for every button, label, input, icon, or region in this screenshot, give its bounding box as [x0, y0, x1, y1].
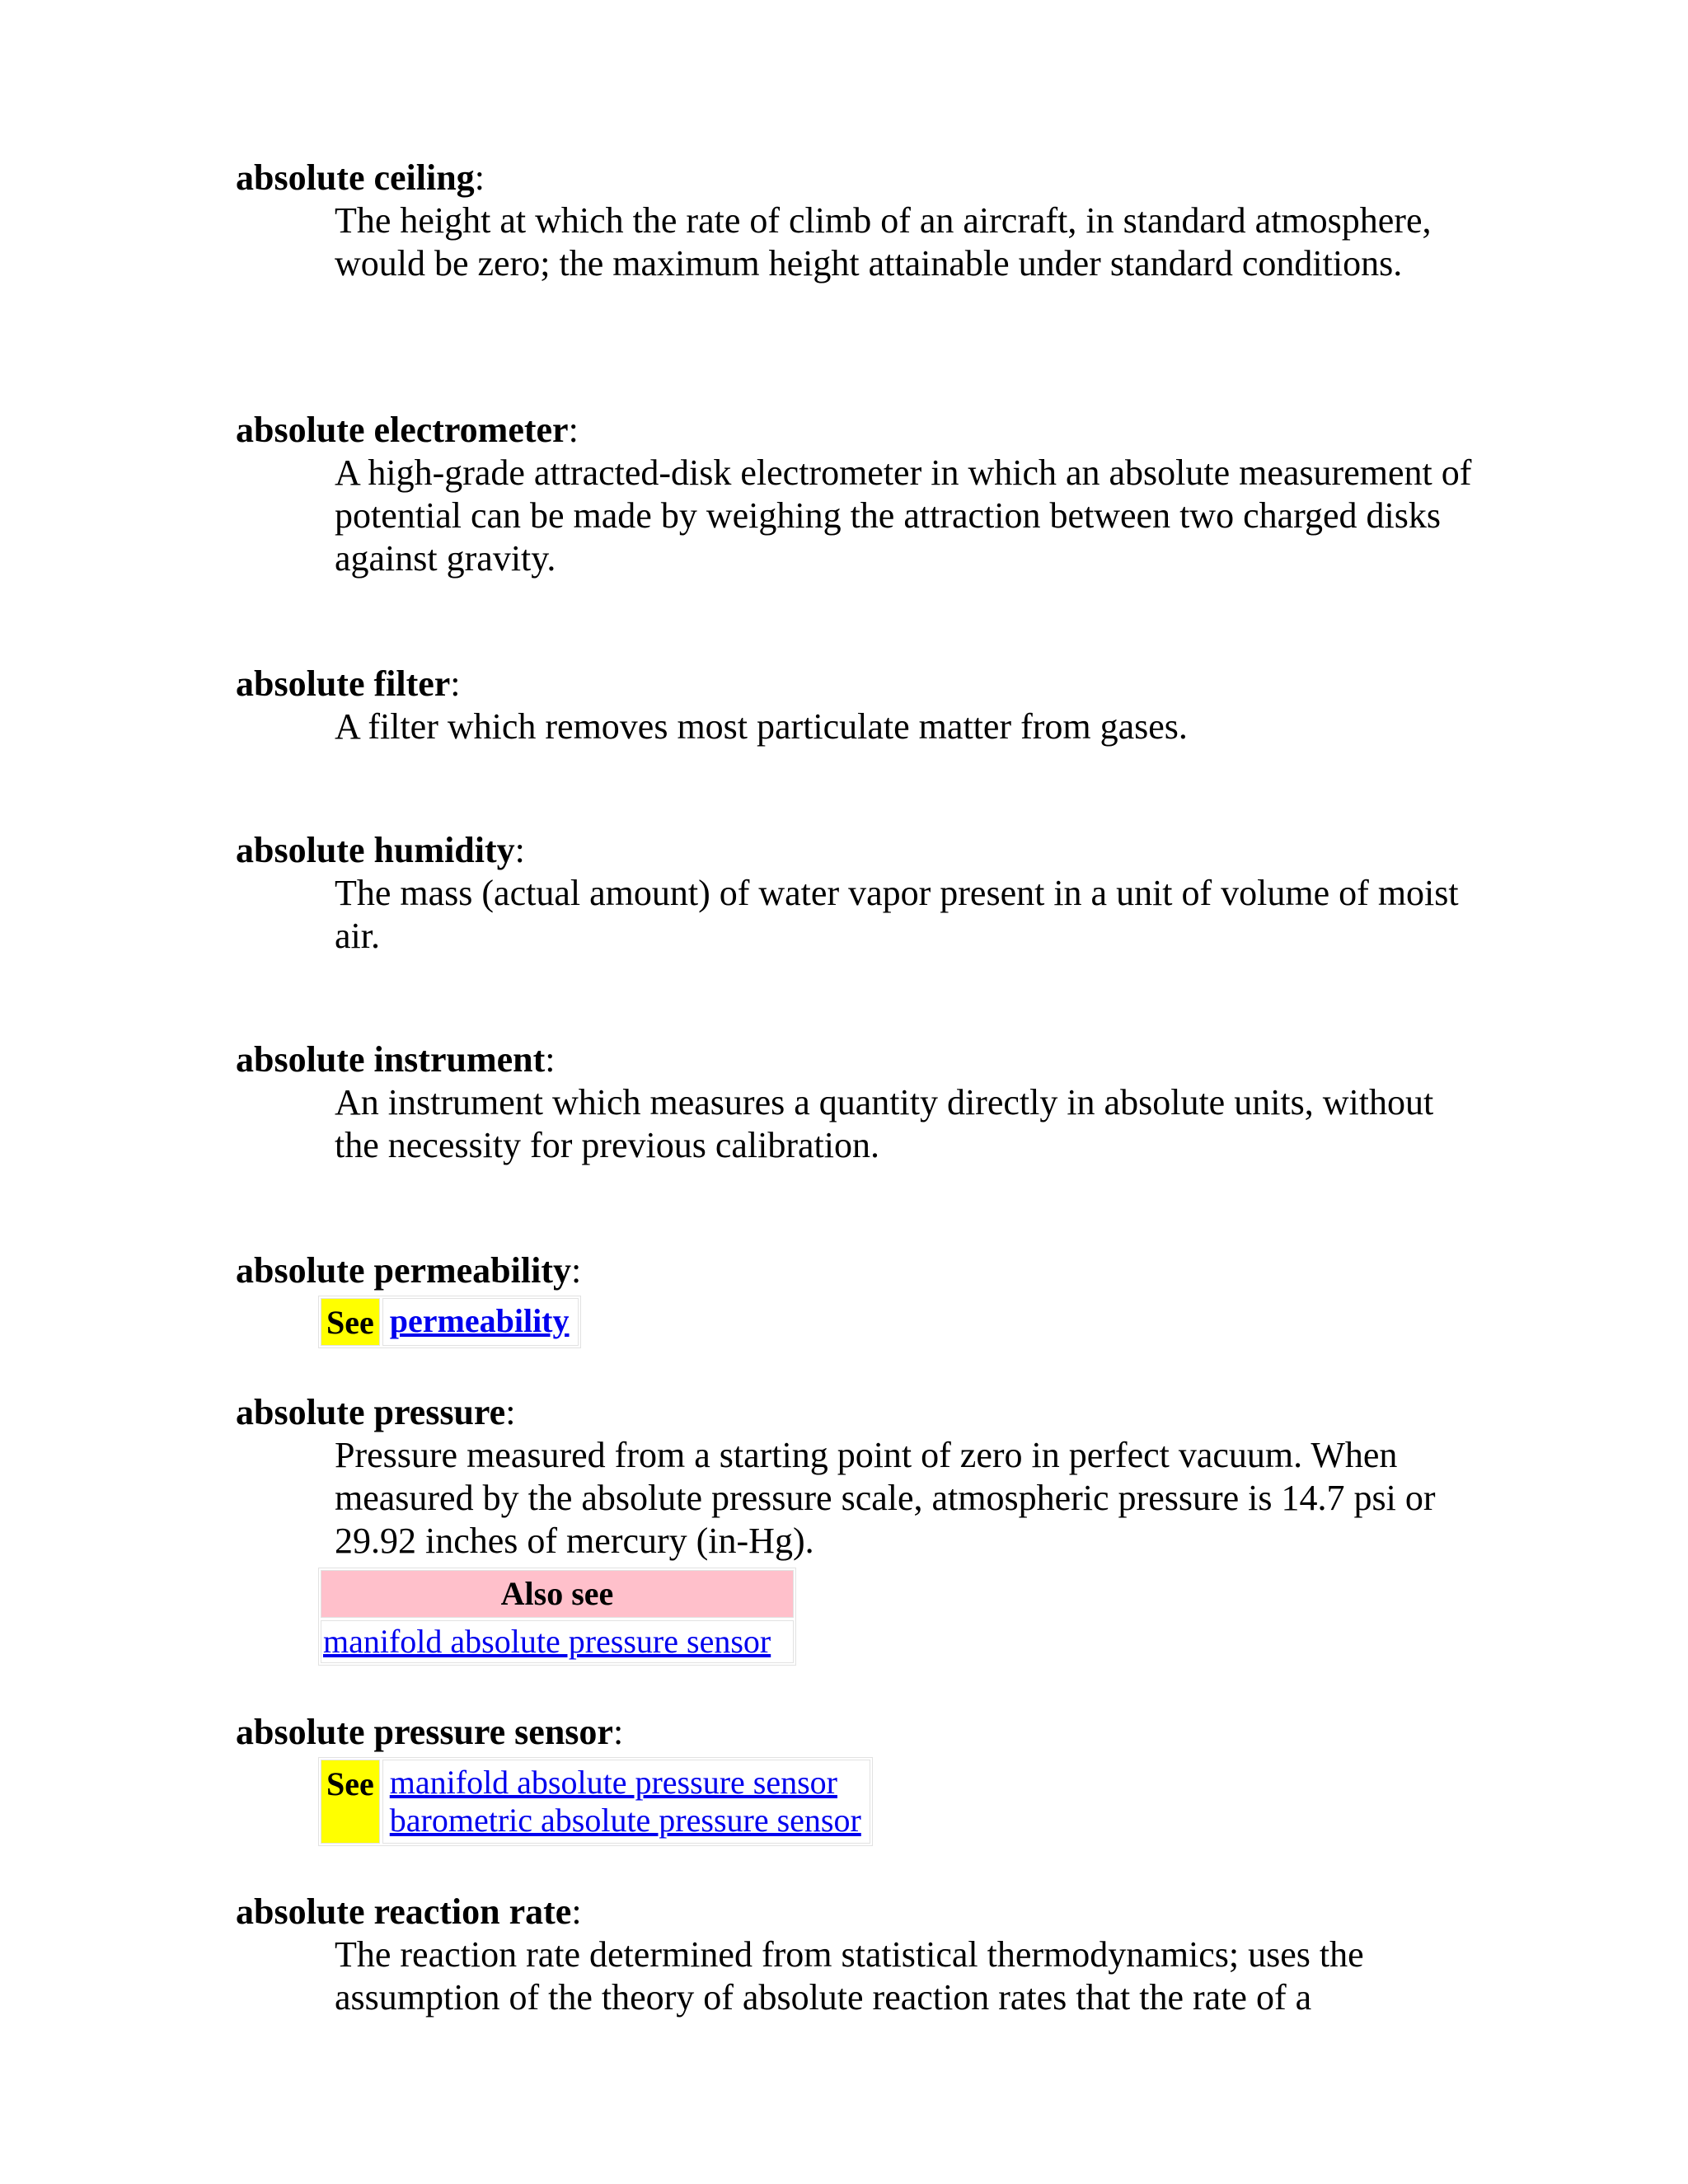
term: absolute pressure — [236, 1392, 506, 1432]
term-line — [236, 1891, 1472, 1933]
term-colon: : — [545, 1039, 556, 1080]
term-colon: : — [570, 1250, 582, 1291]
glossary-entry — [236, 157, 1472, 285]
term-colon: : — [571, 1891, 582, 1932]
see-link-manifold-absolute-pressure-sensor[interactable]: manifold absolute pressure sensor — [389, 1764, 837, 1801]
also-see-cell — [321, 1620, 794, 1663]
term-colon: : — [450, 663, 461, 704]
term: absolute electrometer — [236, 410, 569, 450]
term-line — [236, 1711, 1472, 1754]
glossary-entry — [236, 663, 1472, 748]
term: absolute filter — [236, 663, 451, 704]
glossary-entry — [236, 1249, 1472, 1348]
definition: A filter which removes most particulate matter from gases. — [335, 706, 1188, 747]
glossary-entry — [236, 1891, 1472, 2019]
glossary-entry — [236, 1391, 1472, 1666]
definition: The height at which the rate of climb of an aircraft, in standard atmosphere, would be zero; the maximum height attainable under standard conditions. — [335, 200, 1432, 284]
definition: A high-grade attracted-disk electrometer in which an absolute measurement of potential can be made by weighing the attraction between two charged disks against gravity. — [335, 452, 1472, 579]
definition: An instrument which measures a quantity directly in absolute units, without the necessity for previous calibration. — [335, 1082, 1434, 1165]
term-line — [236, 409, 1472, 452]
see-links — [382, 1760, 870, 1844]
definition: The mass (actual amount) of water vapor present in a unit of volume of moist air. — [335, 873, 1459, 956]
term: absolute permeability — [236, 1250, 571, 1291]
term: absolute humidity — [236, 830, 515, 870]
see-reference-box — [318, 1296, 581, 1348]
term-colon: : — [612, 1712, 624, 1752]
also-see-link-manifold-absolute-pressure-sensor[interactable]: manifold absolute pressure sensor — [323, 1623, 771, 1660]
term-colon: : — [568, 410, 579, 450]
term: absolute instrument — [236, 1039, 546, 1080]
term: absolute reaction rate — [236, 1891, 572, 1932]
see-row — [321, 1298, 579, 1346]
term-colon: : — [505, 1392, 516, 1432]
see-label: See — [321, 1298, 380, 1346]
also-see-header: Also see — [321, 1570, 794, 1618]
term-colon: : — [514, 830, 525, 870]
term-line — [236, 1038, 1472, 1081]
see-links — [382, 1298, 579, 1346]
term-line — [236, 157, 1472, 199]
glossary-entry — [236, 1038, 1472, 1167]
term-line — [236, 1391, 1472, 1434]
definition: Pressure measured from a starting point of zero in perfect vacuum. When measured by the absolute pressure scale, atmospheric pressure is 14.7 psi or 29.92 inches of mercury (in-Hg). — [335, 1435, 1436, 1561]
term-colon: : — [474, 157, 485, 198]
definition: The reaction rate determined from statistical thermodynamics; uses the assumption of the theory of absolute reaction rates that the rate of a — [335, 1934, 1364, 2018]
term: absolute ceiling — [236, 157, 475, 198]
see-label: See — [321, 1760, 380, 1844]
glossary-entry — [236, 829, 1472, 958]
term-line — [236, 663, 1472, 705]
term-line — [236, 829, 1472, 872]
also-see-box — [318, 1568, 796, 1666]
see-reference-box — [318, 1757, 873, 1846]
term-line — [236, 1249, 1472, 1292]
see-link-permeability[interactable]: permeability — [389, 1302, 570, 1339]
term: absolute pressure sensor — [236, 1712, 613, 1752]
glossary-entry — [236, 1711, 1472, 1846]
see-link-barometric-absolute-pressure-sensor[interactable]: barometric absolute pressure sensor — [389, 1802, 861, 1839]
see-row — [321, 1760, 870, 1844]
glossary-entry — [236, 409, 1472, 580]
